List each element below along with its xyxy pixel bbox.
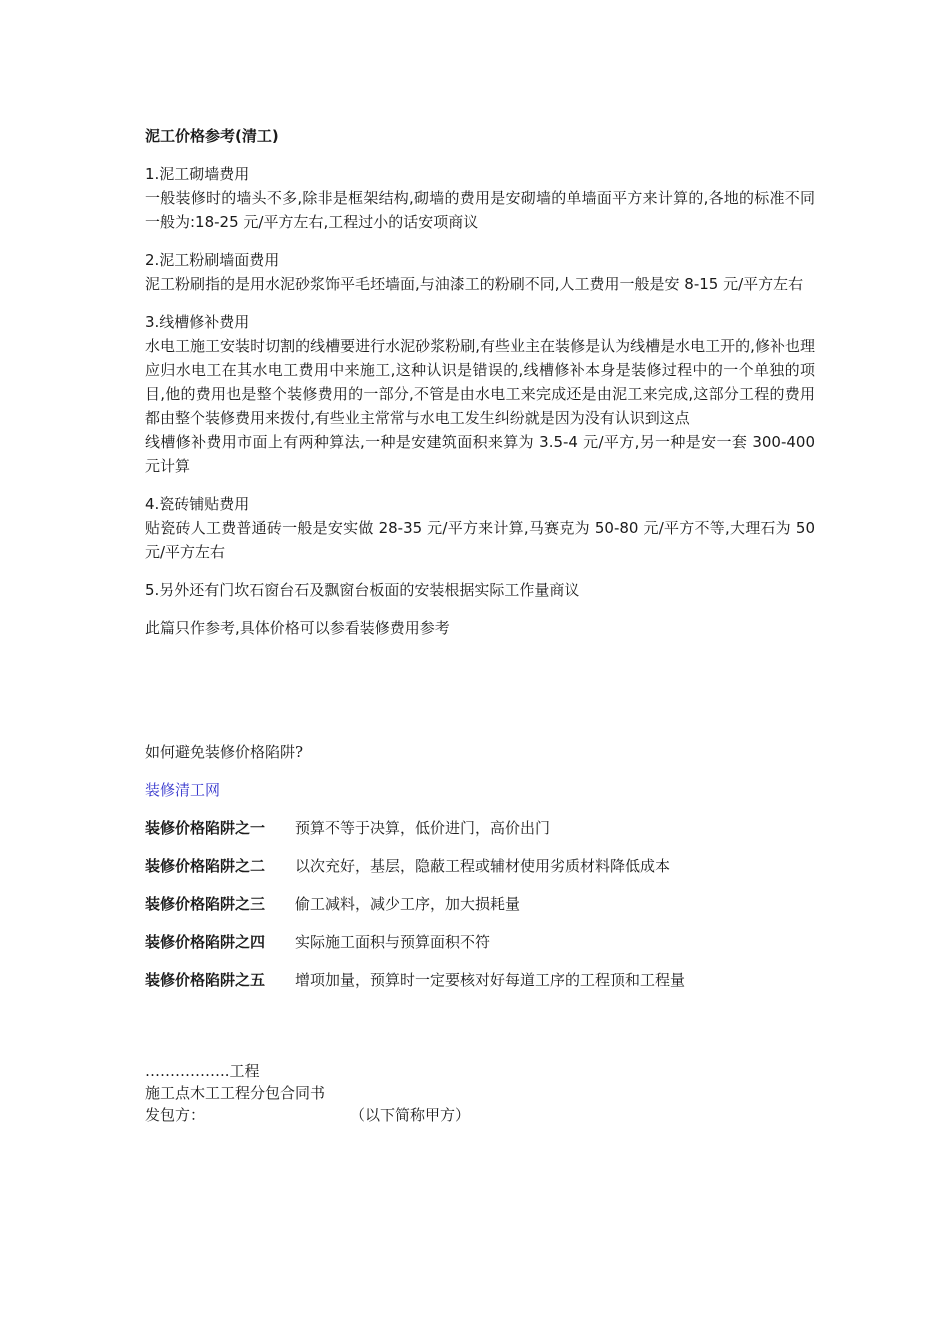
section-paragraph: 一般装修时的墙头不多,除非是框架结构,砌墙的费用是安砌墙的单墙面平方来计算的,各地的标准不同一般为:18-25 元/平方左右,工程过小的话安项商议 [145, 189, 815, 231]
trap-label: 装修价格陷阱之一 [145, 819, 266, 837]
site-link[interactable]: 装修清工网 [145, 781, 221, 799]
section-masonry-wall [145, 162, 815, 234]
trap-text: 增项加量，预算时一定要核对好每道工序的工程顶和工程量 [295, 971, 686, 989]
trap-label: 装修价格陷阱之三 [145, 895, 266, 913]
trap-question: 如何避免装修价格陷阱? [145, 743, 304, 761]
trap-item [145, 968, 815, 992]
trap-item [145, 892, 815, 916]
trap-label: 装修价格陷阱之二 [145, 857, 266, 875]
section-heading: 1.泥工砌墙费用 [145, 165, 250, 183]
trap-text: 预算不等于决算，低价进门，高价出门 [295, 819, 551, 837]
closing-note-text: 此篇只作参考,具体价格可以参看装修费用参考 [145, 619, 450, 637]
closing-note [145, 616, 815, 640]
section-heading: 3.线槽修补费用 [145, 313, 250, 331]
section-paragraph: 贴瓷砖人工费普通砖一般是安实做 28-35 元/平方来计算,马赛克为 50-80 元/平方不等,大理石为 50 元/平方左右 [145, 519, 815, 561]
section-plastering [145, 248, 815, 296]
contract-party-row [145, 1104, 815, 1126]
trap-text: 偷工减料，减少工序，加大损耗量 [295, 895, 521, 913]
spacer [145, 1006, 815, 1060]
document-page [145, 124, 815, 1126]
contract-project-line: ……………..工程 [145, 1062, 260, 1080]
document-title: 泥工价格参考(清工) [145, 127, 279, 145]
trap-label: 装修价格陷阱之五 [145, 971, 266, 989]
trap-label: 装修价格陷阱之四 [145, 933, 266, 951]
trap-item [145, 816, 815, 840]
section-heading: 2.泥工粉刷墙面费用 [145, 251, 280, 269]
trap-item [145, 930, 815, 954]
section-heading: 5.另外还有门坎石窗台石及飘窗台板面的安装根据实际工作量商议 [145, 581, 580, 599]
section-groove-repair [145, 310, 815, 478]
section-tiling [145, 492, 815, 564]
trap-item [145, 854, 815, 878]
party-note: （以下简称甲方） [350, 1106, 471, 1124]
trap-text: 以次充好，基层，隐蔽工程或辅材使用劣质材料降低成本 [295, 857, 671, 875]
section-paragraph: 线槽修补费用市面上有两种算法,一种是安建筑面积来算为 3.5-4 元/平方,另一种是安一套 300-400 元计算 [145, 433, 815, 475]
section-stone-install [145, 578, 815, 602]
party-label: 发包方： [145, 1106, 206, 1124]
trap-text: 实际施工面积与预算面积不符 [295, 933, 491, 951]
contract-title: 施工点木工工程分包合同书 [145, 1084, 326, 1102]
spacer [145, 654, 815, 740]
section-heading: 4.瓷砖铺贴费用 [145, 495, 250, 513]
section-paragraph: 泥工粉刷指的是用水泥砂浆饰平毛坯墙面,与油漆工的粉刷不同,人工费用一般是安 8-15 元/平方左右 [145, 275, 804, 293]
section-paragraph: 水电工施工安装时切割的线槽要进行水泥砂浆粉刷,有些业主在装修是认为线槽是水电工开的,修补也理应归水电工在其水电工费用中来施工,这种认识是错误的,线槽修补本身是装修过程中的一个单独的项目,他的费用也是整个装修费用的一部分,不管是由水电工来完成还是由泥工来完成,这部分工程的费用都由整个装修费用来拨付,有些业主常常与水电工发生纠纷就是因为没有认识到这点 [145, 337, 815, 427]
